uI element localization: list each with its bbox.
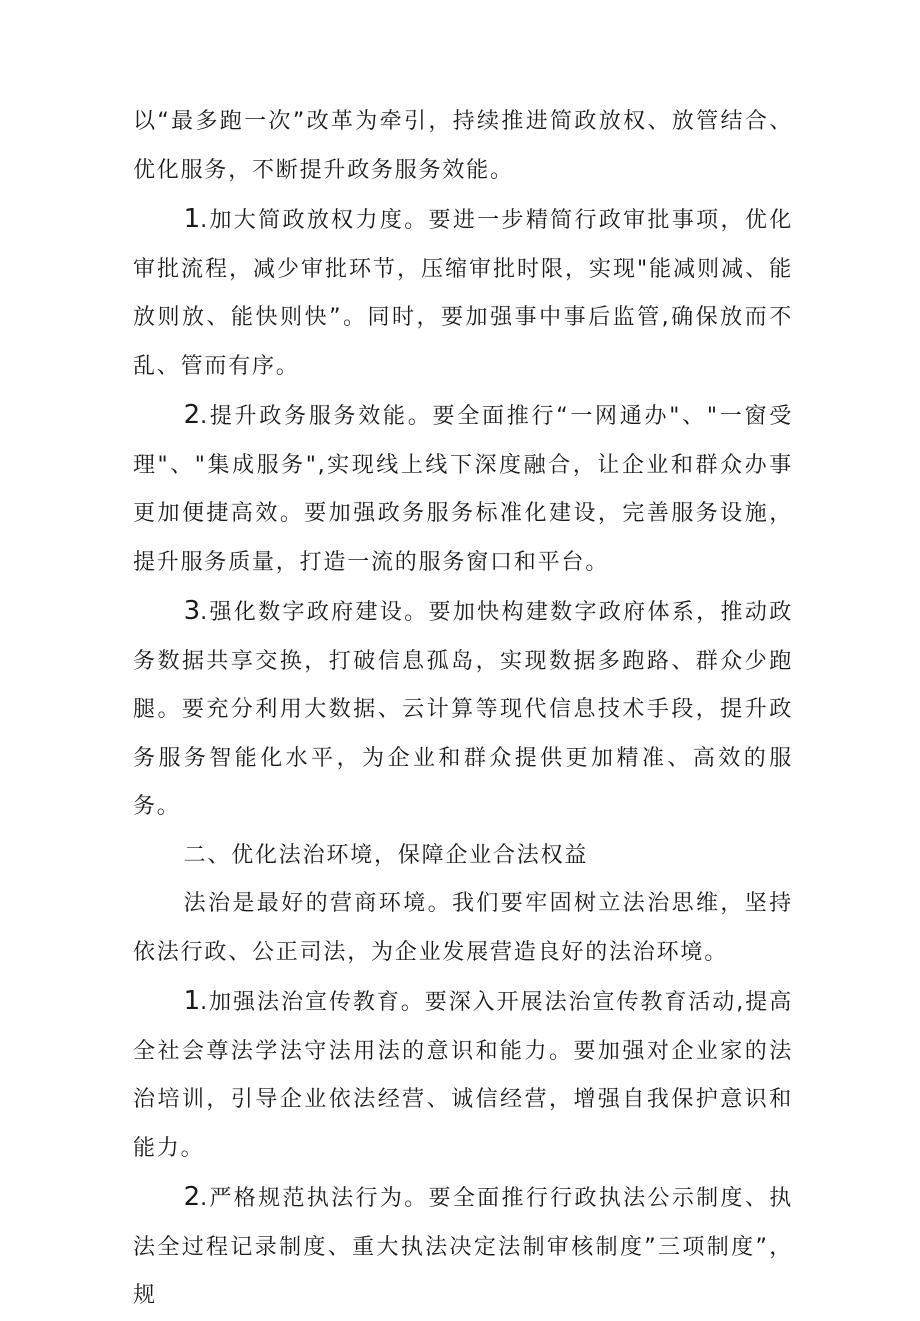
item-number: 2: [183, 1182, 201, 1212]
heading-text: 二、优化法治环境，保障企业合法权益: [183, 842, 589, 868]
paragraph-intro: [133, 880, 793, 977]
paragraph-text: .提升政务服务效能。要全面推行“一网通办"、"一窗受理"、"集成服务",实现线上线下深度融合，让企业和群众办事更加便捷高效。要加强政务服务标准化建设，完善服务设施，提升服务质量，打造一流的服务窗口和平台。: [133, 404, 793, 575]
paragraph-text: .严格规范执法行为。要全面推行行政执法公示制度、执法全过程记录制度、重大执法决定法制审核制度”三项制度”，规: [133, 1186, 793, 1308]
paragraph-text: .加大简政放权力度。要进一步精简行政审批事项，优化审批流程，减少审批环节，压缩审批时限，实现"能减则减、能放则放、能快则快”。同时，要加强事中事后监管,确保放而不乱、管而有序。: [133, 208, 793, 379]
paragraph-item-2: [133, 391, 793, 587]
section-heading: [133, 832, 793, 881]
item-number: 1: [183, 204, 201, 234]
paragraph-item-1: [133, 977, 793, 1173]
paragraph-item-3: [133, 587, 793, 832]
paragraph-item-2: [133, 1173, 793, 1321]
item-number: 2: [183, 400, 201, 430]
paragraph-continuation: [133, 98, 793, 195]
paragraph-text: .加强法治宣传教育。要深入开展法治宣传教育活动,提高全社会尊法学法守法用法的意识和能力。要加强对企业家的法治培训，引导企业依法经营、诚信经营，增强自我保护意识和能力。: [133, 990, 793, 1161]
paragraph-text: 法治是最好的营商环境。我们要牢固树立法治思维，坚持依法行政、公正司法，为企业发展营造良好的法治环境。: [133, 891, 793, 965]
paragraph-text: .强化数字政府建设。要加快构建数字政府体系，推动政务数据共享交换，打破信息孤岛，实现数据多跑路、群众少跑腿。要充分利用大数据、云计算等现代信息技术手段，提升政务服务智能化水平，为企业和群众提供更加精准、高效的服务。: [133, 600, 793, 819]
document-body: [133, 98, 793, 1321]
paragraph-item-1: [133, 195, 793, 391]
paragraph-text: 以“最多跑一次”改革为牵引，持续推进简政放权、放管结合、优化服务，不断提升政务服务效能。: [133, 109, 793, 183]
item-number: 3: [183, 596, 201, 626]
item-number: 1: [183, 986, 201, 1016]
